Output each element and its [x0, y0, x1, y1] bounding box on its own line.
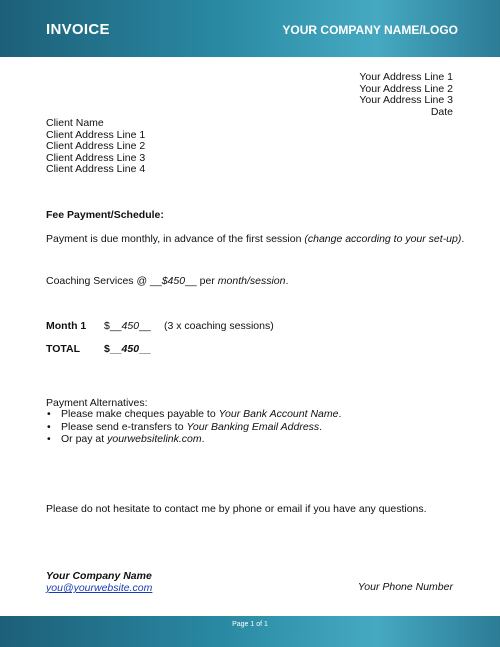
month-1-amount: [104, 320, 151, 332]
client-address: [46, 118, 145, 176]
header-banner: [0, 0, 500, 57]
coaching-services-line: [46, 275, 288, 287]
payment-item-end: .: [338, 408, 342, 420]
payment-item-em: Your Bank Account Name: [218, 408, 339, 420]
payment-item-em: yourwebsitelink.com: [107, 433, 202, 445]
sender-address-line-2: Your Address Line 2: [359, 82, 453, 95]
list-item: [46, 433, 341, 446]
coaching-price: $450: [161, 275, 186, 287]
payment-alternatives-list: [46, 408, 341, 446]
month-1-amount-suffix: __: [139, 320, 151, 332]
payment-item-text: Please make cheques payable to: [61, 408, 219, 420]
total-amount-prefix: $__: [104, 343, 122, 355]
payment-item-end: .: [201, 433, 205, 445]
contact-text: Please do not hesitate to contact me by phone or email if you have any questions.: [46, 503, 427, 515]
footer-phone: Your Phone Number: [357, 581, 453, 593]
email-link[interactable]: you@yourwebsite.com: [46, 582, 153, 594]
coaching-unit: month/session: [217, 275, 286, 287]
coaching-prefix: Coaching Services @ __: [46, 275, 162, 287]
sender-address-line-1: Your Address Line 1: [359, 71, 453, 83]
invoice-date: Date: [430, 105, 453, 118]
coaching-end: .: [285, 275, 289, 287]
month-1-label: Month 1: [46, 320, 87, 332]
client-address-line-3: Client Address Line 3: [46, 151, 146, 164]
footer-banner: [0, 616, 500, 647]
footer-contact: [46, 570, 152, 594]
footer-company-name: Your Company Name: [46, 570, 152, 582]
fee-terms-note: (change according to your set-up): [304, 233, 462, 245]
page-number: Page 1 of 1: [232, 621, 268, 628]
month-1-amount-prefix: $__: [104, 320, 122, 332]
payment-heading: Payment Alternatives:: [46, 397, 148, 409]
client-address-line-4: Client Address Line 4: [46, 163, 146, 175]
total-amount-suffix: __: [139, 343, 151, 355]
payment-item-em: Your Banking Email Address: [186, 420, 320, 433]
company-logo-text: YOUR COMPANY NAME/LOGO: [282, 23, 458, 37]
total-amount: [104, 343, 151, 355]
client-address-line-2: Client Address Line 2: [46, 140, 146, 152]
fee-terms: [46, 233, 464, 245]
payment-item-text: Please send e-transfers to: [61, 420, 187, 433]
payment-item-end: .: [319, 420, 323, 433]
payment-item-text: Or pay at: [61, 433, 108, 445]
fee-terms-end: .: [461, 233, 465, 245]
fee-heading: Fee Payment/Schedule:: [46, 209, 164, 221]
list-item: [46, 408, 341, 421]
sender-address-line-3: Your Address Line 3: [359, 94, 453, 106]
total-label: TOTAL: [46, 343, 81, 355]
list-item: [46, 421, 341, 434]
month-1-note: (3 x coaching sessions): [164, 320, 274, 332]
fee-terms-text: Payment is due monthly, in advance of the first session: [46, 233, 305, 245]
client-address-line-1: Client Address Line 1: [46, 128, 146, 141]
client-name: Client Name: [46, 117, 104, 129]
month-1-amount-value: 450: [121, 320, 140, 332]
coaching-mid: __ per: [185, 275, 218, 287]
total-amount-value: 450: [121, 343, 140, 355]
invoice-title: INVOICE: [46, 21, 110, 38]
sender-address: [359, 72, 453, 118]
